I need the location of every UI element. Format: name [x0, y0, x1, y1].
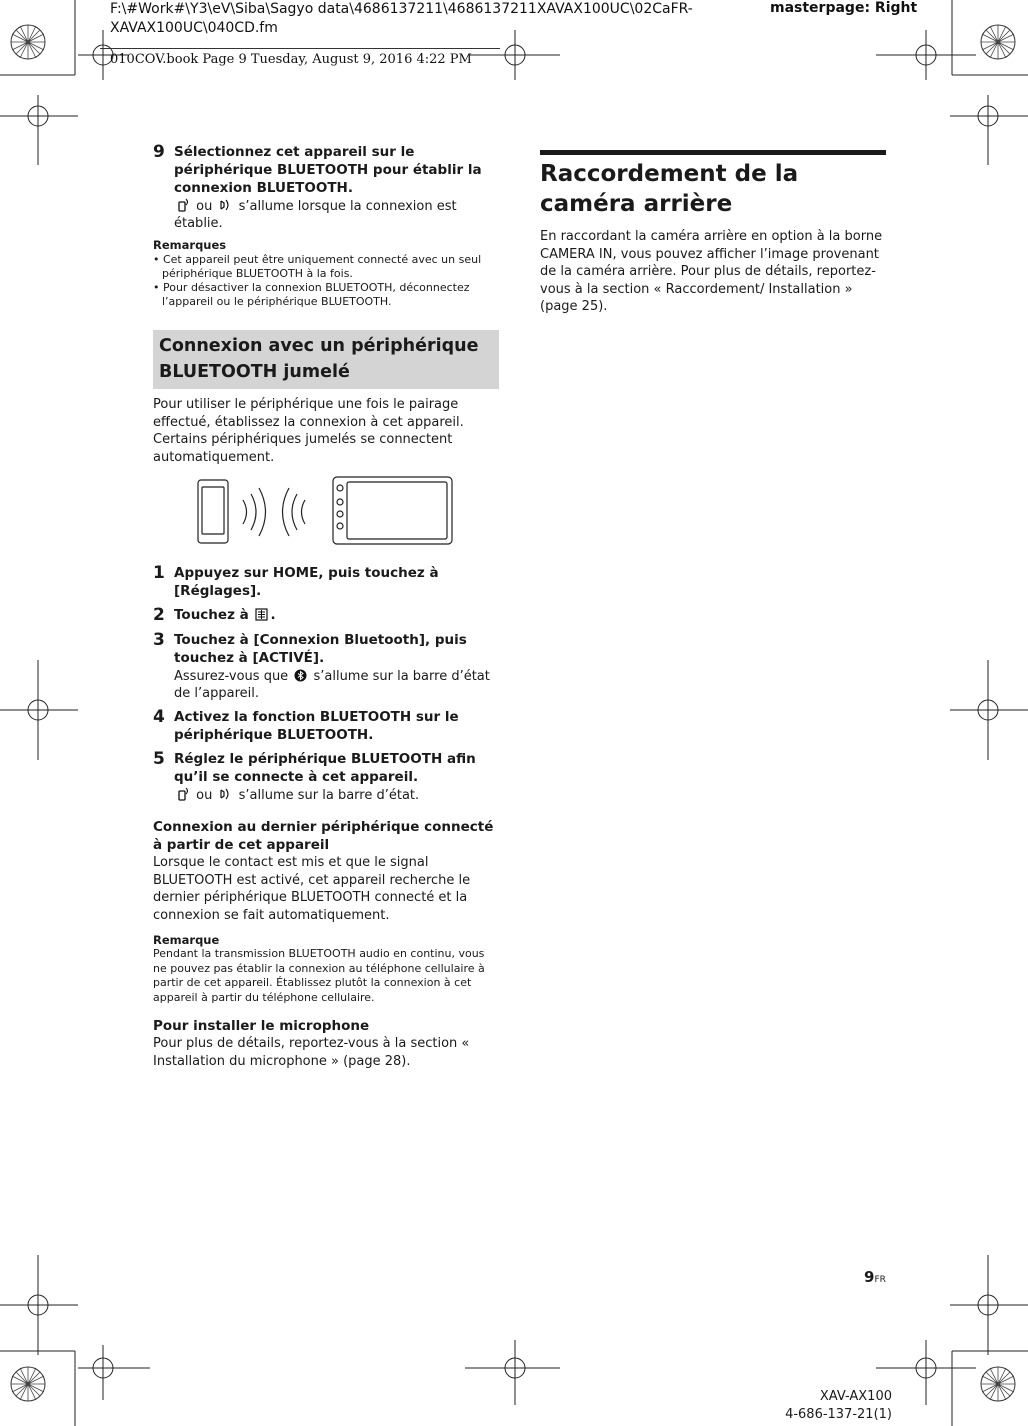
step-description	[174, 198, 499, 232]
intro-paragraph: Pour utiliser le périphérique une fois le pairage effectué, établissez la connexion à cet appareil. Certains périphériques jumelés se connectent automatiquement.	[153, 397, 464, 465]
step-title: Touchez à [Connexion Bluetooth], puis touchez à [ACTIVÉ].	[174, 632, 467, 666]
step-title	[174, 606, 499, 624]
last-device-heading: Connexion au dernier périphérique connecté à partir de cet appareil	[153, 819, 494, 853]
microphone-heading: Pour installer le microphone	[153, 1018, 370, 1034]
masterpage-label: masterpage: Right	[770, 0, 918, 16]
remarque-item: • Pour désactiver la connexion BLUETOOTH, déconnectez l’appareil ou le périphérique BLUETOOTH.	[153, 281, 470, 308]
step-3	[153, 631, 499, 702]
step-number: 4	[153, 707, 165, 727]
section-rule	[540, 150, 886, 155]
step-title: Sélectionnez cet appareil sur le périphérique BLUETOOTH pour établir la connexion BLUETOOTH.	[174, 144, 482, 196]
step-number: 3	[153, 630, 165, 650]
step-4	[153, 708, 499, 744]
phone-connected-icon	[176, 787, 190, 801]
step-5	[153, 750, 499, 804]
phone-connected-icon	[176, 198, 190, 212]
microphone-text: Pour plus de détails, reportez-vous à la section « Installation du microphone » (page 28).	[153, 1036, 470, 1069]
audio-connected-icon	[218, 198, 232, 212]
step-title: Réglez le périphérique BLUETOOTH afin qu’il se connecte à cet appareil.	[174, 751, 476, 785]
step-1	[153, 564, 499, 600]
step-description-text: s’allume sur la barre d’état de l’appareil.	[174, 669, 490, 701]
model-code: 4-686-137-21(1)	[785, 1407, 892, 1422]
step-number: 5	[153, 749, 165, 769]
remarque-label: Remarque	[153, 933, 220, 947]
or-word: ou	[196, 199, 213, 214]
section-heading: Connexion avec un périphérique BLUETOOTH jumelé	[153, 330, 499, 389]
last-device-text: Lorsque le contact est mis et que le signal BLUETOOTH est activé, cet appareil recherche le dernier périphérique BLUETOOTH connecté et la connexion se fait automatiquement.	[153, 855, 471, 923]
left-column	[153, 143, 499, 1070]
step-description-text: s’allume sur la barre d’état.	[238, 788, 420, 803]
header-rule	[100, 48, 500, 49]
model-name: XAV-AX100	[819, 1389, 892, 1404]
step-description-text: s’allume lorsque la connexion est établie.	[174, 199, 457, 231]
step-title-text: Touchez à	[174, 607, 249, 623]
step-2	[153, 606, 499, 625]
settings-list-icon	[255, 608, 268, 621]
step-number: 9	[153, 142, 165, 162]
page-number-value: 9	[864, 1268, 875, 1286]
page-language-suffix: FR	[874, 1275, 886, 1285]
step-number: 1	[153, 563, 165, 583]
remarque-item: • Cet appareil peut être uniquement connecté avec un seul périphérique BLUETOOTH à la fois.	[153, 253, 482, 280]
step-9	[153, 143, 499, 232]
book-info-header: 010COV.book Page 9 Tuesday, August 9, 2016 4:22 PM	[110, 52, 472, 67]
step-description	[174, 787, 499, 804]
bluetooth-connection-illustration	[153, 474, 499, 554]
camera-section-text: En raccordant la caméra arrière en option à la borne CAMERA IN, vous pouvez afficher l’image provenant de la caméra arrière. Pour plus de détails, reportez-vous à la section « Raccordement/ Installation » (page 25).	[540, 229, 883, 314]
audio-connected-icon	[218, 787, 232, 801]
camera-section-title: Raccordement de la caméra arrière	[540, 161, 799, 217]
step-description-text: Assurez-vous que	[174, 669, 289, 684]
page-number	[864, 1268, 886, 1286]
step-number: 2	[153, 605, 165, 625]
step-title-punct: .	[270, 607, 276, 623]
step-description	[174, 668, 499, 702]
or-word: ou	[196, 788, 213, 803]
remarque-text: Pendant la transmission BLUETOOTH audio en continu, vous ne pouvez pas établir la connexion au téléphone cellulaire à partir de cet appareil. Établissez plutôt la connexion à cet appareil à partir du téléphone cellulaire.	[153, 947, 485, 1004]
model-info	[770, 1388, 892, 1424]
step-title: Activez la fonction BLUETOOTH sur le périphérique BLUETOOTH.	[174, 709, 459, 743]
step-title: Appuyez sur HOME, puis touchez à [Réglages].	[174, 565, 439, 599]
remarques-label: Remarques	[153, 238, 227, 252]
bluetooth-icon	[294, 669, 307, 682]
file-path-header: F:\#Work#\Y3\eV\Siba\Sagyo data\4686137211\4686137211XAVAX100UC\02CaFR-XAVAX100UC\040CD.fm	[110, 1, 693, 36]
right-column	[540, 150, 886, 316]
